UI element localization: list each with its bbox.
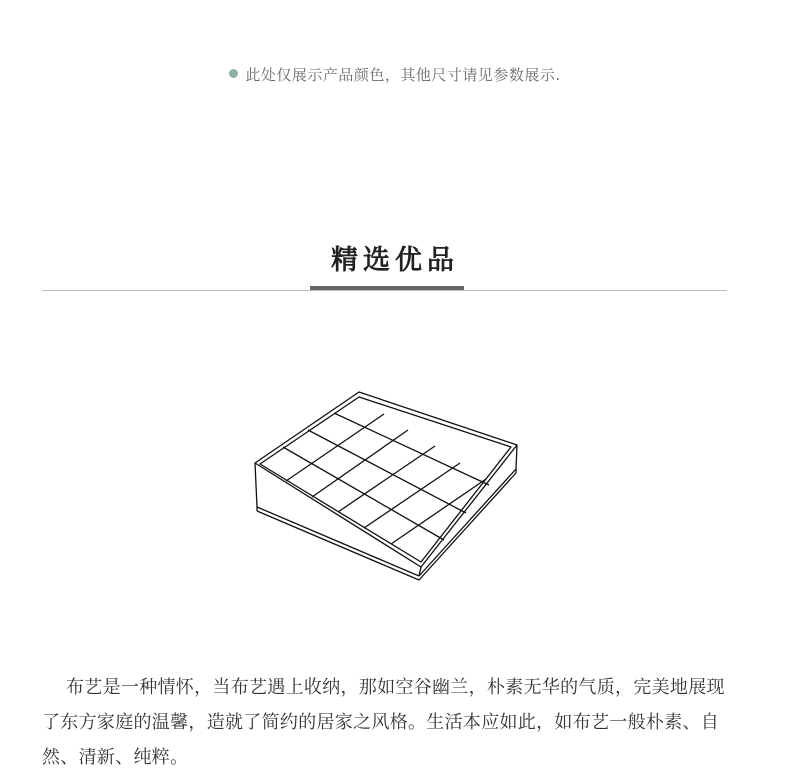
product-description: 布艺是一种情怀，当布艺遇上收纳，那如空谷幽兰，朴素无华的气质，完美地展现了东方家庭的温馨，造就了简约的居家之风格。生活本应如此，如布艺一般朴素、自然、清新、纯粹。 [42, 677, 725, 768]
divider [42, 290, 727, 291]
product-illustration [245, 385, 530, 585]
title-underline [310, 286, 464, 290]
note-text: 此处仅展示产品颜色，其他尺寸请见参数展示. [245, 66, 561, 84]
storage-box-drawing [245, 385, 530, 585]
section-title: 精选优品 [331, 245, 459, 276]
dot-icon [229, 69, 238, 78]
note-line [0, 64, 790, 86]
